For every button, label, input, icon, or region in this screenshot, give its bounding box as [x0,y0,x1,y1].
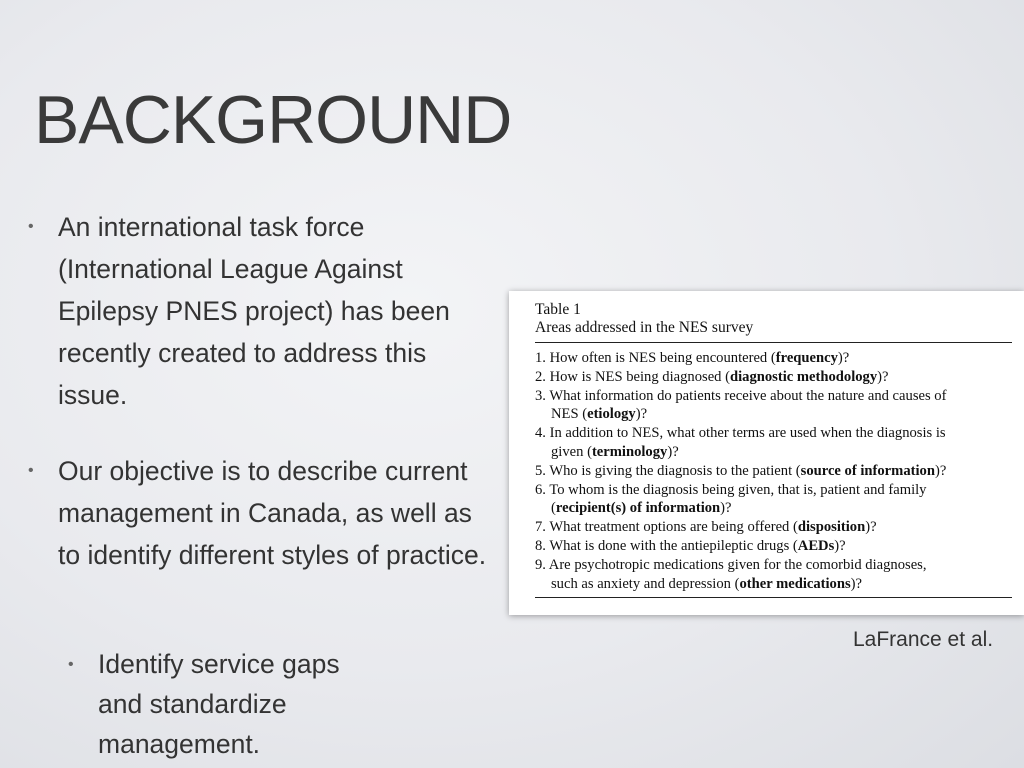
bullet-item [28,450,498,576]
table-items [535,349,1012,593]
table-item-keyword: recipient(s) of information [555,500,721,517]
table-item [535,387,1012,425]
table-item-text: 6. To whom is the diagnosis being given, that is, patient and family [535,481,927,498]
bullet-item [28,206,498,416]
table-item-continuation [535,575,1012,594]
table-item-keyword: other medications [739,575,851,592]
bullet-text: An international task force (International League Against Epilepsy PNES project) has been recently created to address this issue. [58,212,450,410]
table-item-keyword: frequency [775,350,838,366]
table-item-continuation [535,443,1012,462]
table-image [509,291,1024,615]
table-item-text: 7. What treatment options are being offered ( [535,519,798,536]
table-item-text: )? [850,575,862,592]
table-caption-title: Areas addressed in the NES survey [535,319,754,336]
bullet-text: Our objective is to describe current management in Canada, as well as to identify different styles of practice. [58,456,487,570]
table-item-text: )? [865,519,877,536]
table-item [535,556,1012,594]
table-caption-number: Table 1 [535,301,581,318]
bullet-dot: • [28,462,34,479]
table-item-text: )? [667,443,679,460]
table-item-keyword: etiology [587,406,636,423]
table-item-text: 9. Are psychotropic medications given for the comorbid diagnoses, [535,556,927,573]
table-item [535,424,1012,462]
table-item-continuation [535,405,1012,424]
sub-bullet-text: Identify service gaps and standardize management. [98,649,340,759]
table-item-text: 4. In addition to NES, what other terms are used when the diagnosis is [535,425,946,442]
table-item-text: )? [720,500,732,517]
citation: LaFrance et al. [853,628,994,651]
table-item [535,481,1012,519]
table-item-keyword: AEDs [797,537,835,554]
table-item [535,462,1012,481]
table-item-text: )? [635,406,648,423]
table-item [535,349,1012,368]
table-top-rule [535,342,1012,343]
table-item-keyword: diagnostic methodology [729,368,878,385]
bullet-dot: • [28,218,34,235]
table-item-text: )? [834,537,846,554]
bullet-list [28,206,498,576]
table-item [535,518,1012,537]
table-item-keyword: source of information [800,462,935,479]
table-item-text: given ( [551,443,592,460]
table-item-continuation [535,499,1012,518]
table-item-text: ( [551,500,556,517]
table-item-text: NES ( [551,406,588,423]
table-item-text: 1. How often is NES being encountered ( [535,350,776,366]
sub-bullet-item [68,644,368,764]
table-item-text: 5. Who is giving the diagnosis to the patient ( [535,462,801,479]
sub-bullet-dot: • [68,656,74,673]
table-item-text: 2. How is NES being diagnosed ( [535,368,730,385]
slide-title: BACKGROUND [34,82,512,158]
table-bottom-rule [535,597,1012,598]
table-item-text: 3. What information do patients receive about the nature and causes of [535,387,947,404]
table-item-text: )? [837,350,850,366]
table-item-text: )? [877,368,889,385]
table-item-keyword: disposition [797,519,866,536]
table-item [535,368,1012,387]
table-item [535,537,1012,556]
table-item-keyword: terminology [591,443,668,460]
table-item-text: )? [934,462,947,479]
table-item-text: such as anxiety and depression ( [551,575,740,592]
table-item-text: 8. What is done with the antiepileptic drugs ( [535,537,798,554]
